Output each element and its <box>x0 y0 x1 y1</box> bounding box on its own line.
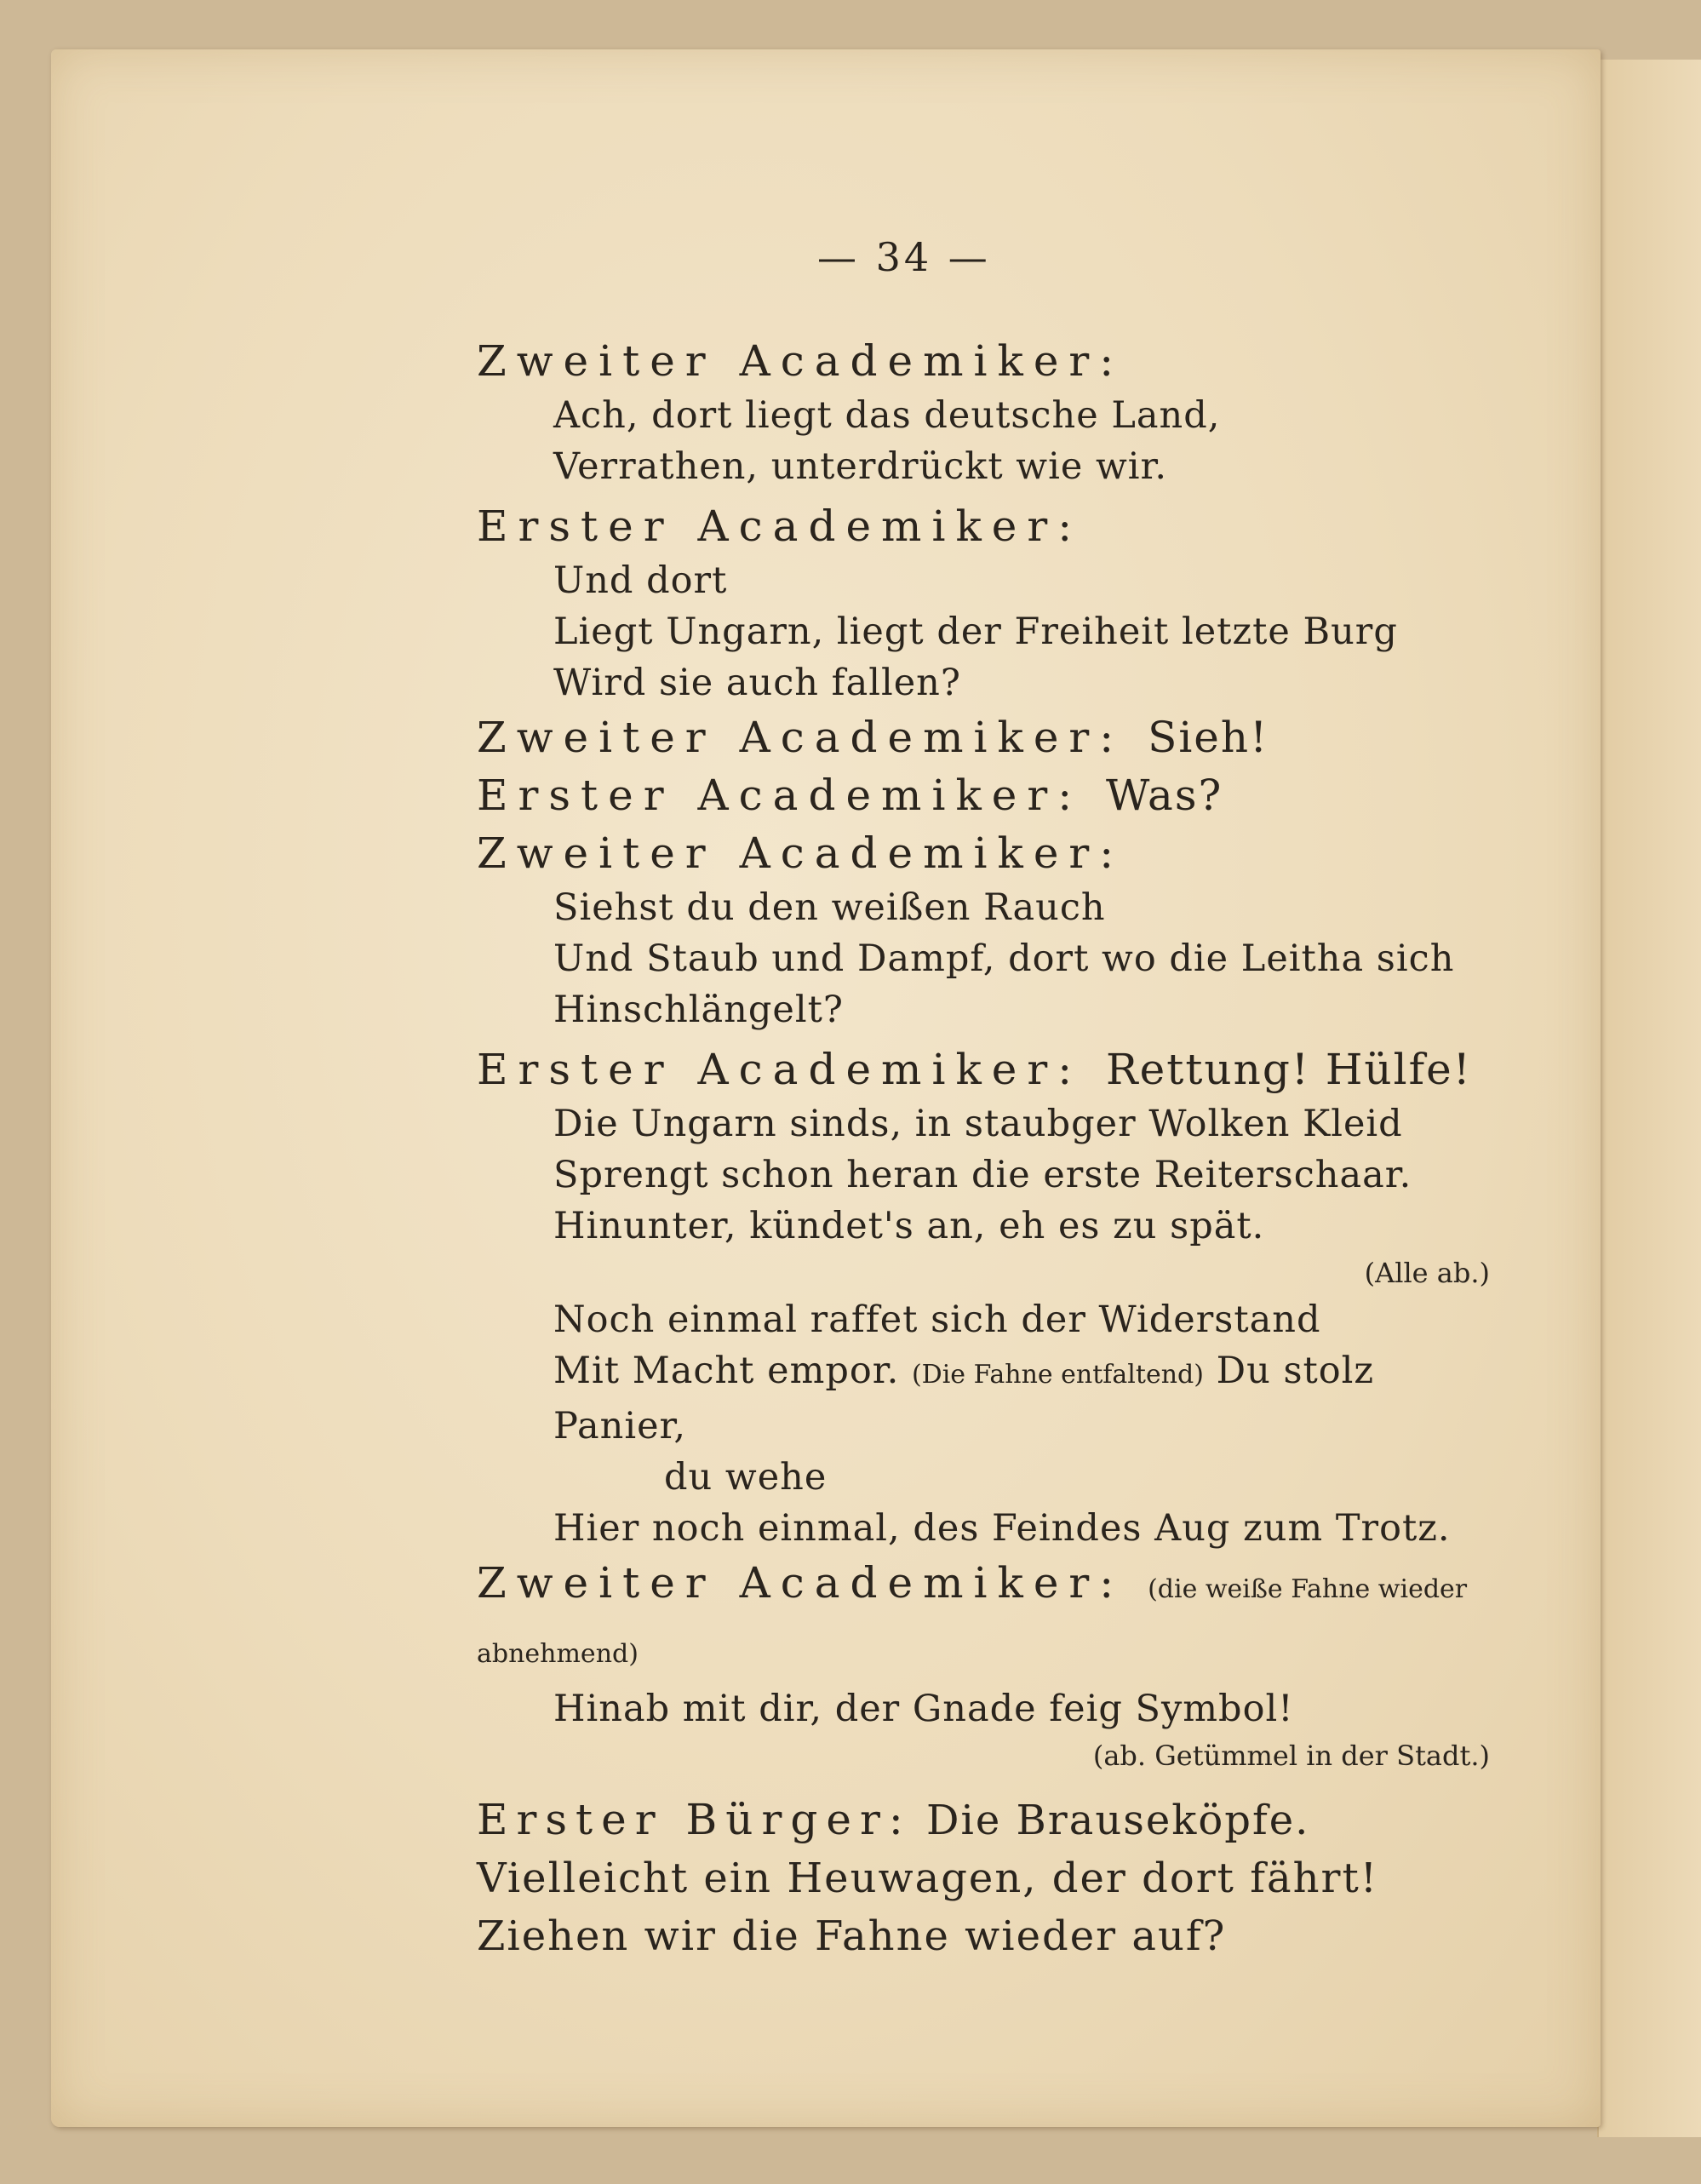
play-text <box>477 230 1515 1965</box>
verse-line: Hinunter, kündet's an, eh es zu spät. <box>553 1205 1265 1247</box>
verse-line: Wird sie auch fallen? <box>553 662 961 704</box>
stage-direction: (Die Fahne entfaltend) <box>911 1360 1204 1390</box>
speech-text: Sieh! <box>1148 713 1269 762</box>
speech-text: Rettung! Hülfe! <box>1106 1045 1472 1094</box>
speech-text: Was? <box>1106 771 1223 820</box>
stage-direction: (Alle ab.) <box>1364 1257 1490 1289</box>
speaker-line <box>477 1040 1515 1098</box>
verse-line: Noch einmal raffet sich der Widerstand <box>553 1298 1321 1341</box>
speaker-name: Zweiter Academiker: <box>477 713 1125 762</box>
speaker-line: Erster Academiker: <box>477 502 1083 551</box>
verse-line <box>477 1345 1515 1452</box>
verse-line: Liegt Ungarn, liegt der Freiheit letzte Burg <box>553 610 1398 653</box>
verse-line: Die Ungarn sinds, in staubger Wolken Kleid <box>553 1103 1403 1145</box>
verse-text: Du stolz Panier, <box>553 1350 1375 1447</box>
verse-line: Ach, dort liegt das deutsche Land, <box>553 394 1221 437</box>
speaker-name: Erster Academiker: <box>477 1045 1083 1094</box>
verse-line: Hinschlängelt? <box>553 989 844 1031</box>
speaker-line: Zweiter Academiker: <box>477 828 1125 878</box>
speaker-line <box>477 708 1515 766</box>
prose-paragraph <box>477 1791 1515 1965</box>
verse-line: Hinab mit dir, der Gnade feig Symbol! <box>553 1688 1294 1730</box>
speaker-line: Zweiter Academiker: <box>477 336 1125 386</box>
verse-line: du wehe <box>664 1456 828 1499</box>
verse-line: Sprengt schon heran die erste Reiterschaar. <box>553 1154 1412 1196</box>
stage-direction: (ab. Getümmel in der Stadt.) <box>1092 1740 1490 1772</box>
stage-direction: (die weiße Fahne wieder abnehmend) <box>477 1574 1468 1669</box>
page-number: — 34 — <box>817 234 991 280</box>
speech-text: Die Brauseköpfe. Vielleicht ein Heuwagen, der dort fährt! Ziehen wir die Fahne wieder auf? <box>477 1797 1379 1960</box>
speaker-line <box>477 766 1515 824</box>
verse-line: Hier noch einmal, des Feindes Aug zum Trotz. <box>553 1507 1451 1550</box>
verse-line: Und Staub und Dampf, dort wo die Leitha sich <box>553 937 1455 980</box>
speaker-line <box>477 1554 1515 1683</box>
speaker-name: Erster Academiker: <box>477 771 1083 820</box>
verse-line: Und dort <box>553 559 728 602</box>
speaker-name: Erster Bürger: <box>477 1795 912 1844</box>
verse-line: Verrathen, unterdrückt wie wir. <box>553 445 1168 488</box>
speaker-name: Zweiter Academiker: <box>477 1558 1125 1608</box>
verse-text: Mit Macht empor. <box>553 1350 900 1392</box>
next-page-edge <box>1597 60 1701 2137</box>
verse-line: Siehst du den weißen Rauch <box>553 886 1106 929</box>
